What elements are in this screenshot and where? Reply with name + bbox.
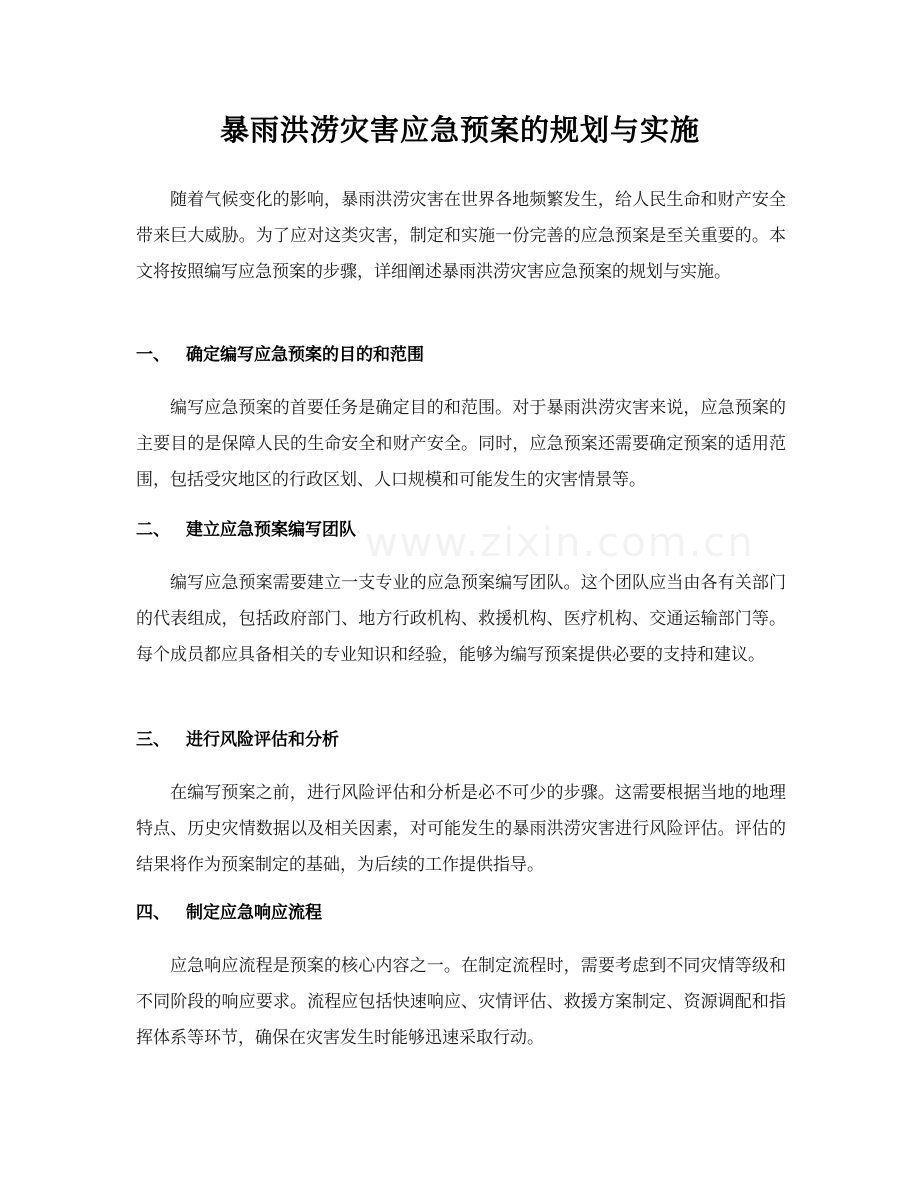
section-4-number: 四、: [136, 903, 170, 923]
section-2-number: 二、: [136, 520, 170, 540]
section-3-number: 三、: [136, 730, 170, 750]
section-3-title: 进行风险评估和分析: [186, 730, 339, 750]
section-4-title: 制定应急响应流程: [186, 903, 322, 923]
section-4-paragraph: 应急响应流程是预案的核心内容之一。在制定流程时，需要考虑到不同灾情等级和不同阶段的响应要求。流程应包括快速响应、灾情评估、救援方案制定、资源调配和指挥体系等环节，确保在灾害发生时能够迅速采取行动。: [136, 956, 786, 1048]
section-4-heading: [136, 901, 786, 925]
section-1-title: 确定编写应急预案的目的和范围: [186, 345, 424, 365]
intro-paragraph: 随着气候变化的影响，暴雨洪涝灾害在世界各地频繁发生，给人民生命和财产安全带来巨大威胁。为了应对这类灾害，制定和实施一份完善的应急预案是至关重要的。本文将按照编写应急预案的步骤，详细阐述暴雨洪涝灾害应急预案的规划与实施。: [136, 190, 786, 282]
section-1-number: 一、: [136, 345, 170, 365]
document-title: 暴雨洪涝灾害应急预案的规划与实施: [219, 113, 700, 147]
section-2-title: 建立应急预案编写团队: [186, 520, 356, 540]
section-1-heading: [136, 343, 786, 367]
section-3-paragraph: 在编写预案之前，进行风险评估和分析是必不可少的步骤。这需要根据当地的地理特点、历史灾情数据以及相关因素，对可能发生的暴雨洪涝灾害进行风险评估。评估的结果将作为预案制定的基础，为后续的工作提供指导。: [136, 783, 786, 875]
section-2-heading: [136, 518, 786, 542]
section-3-heading: [136, 728, 786, 752]
watermark: www.zixin.com.cn: [365, 520, 755, 566]
section-1-paragraph: 编写应急预案的首要任务是确定目的和范围。对于暴雨洪涝灾害来说，应急预案的主要目的是保障人民的生命安全和财产安全。同时，应急预案还需要确定预案的适用范围，包括受灾地区的行政区划、人口规模和可能发生的灾害情景等。: [136, 398, 786, 490]
section-2-paragraph: 编写应急预案需要建立一支专业的应急预案编写团队。这个团队应当由各有关部门的代表组成，包括政府部门、地方行政机构、救援机构、医疗机构、交通运输部门等。每个成员都应具备相关的专业知识和经验，能够为编写预案提供必要的支持和建议。: [136, 573, 786, 665]
